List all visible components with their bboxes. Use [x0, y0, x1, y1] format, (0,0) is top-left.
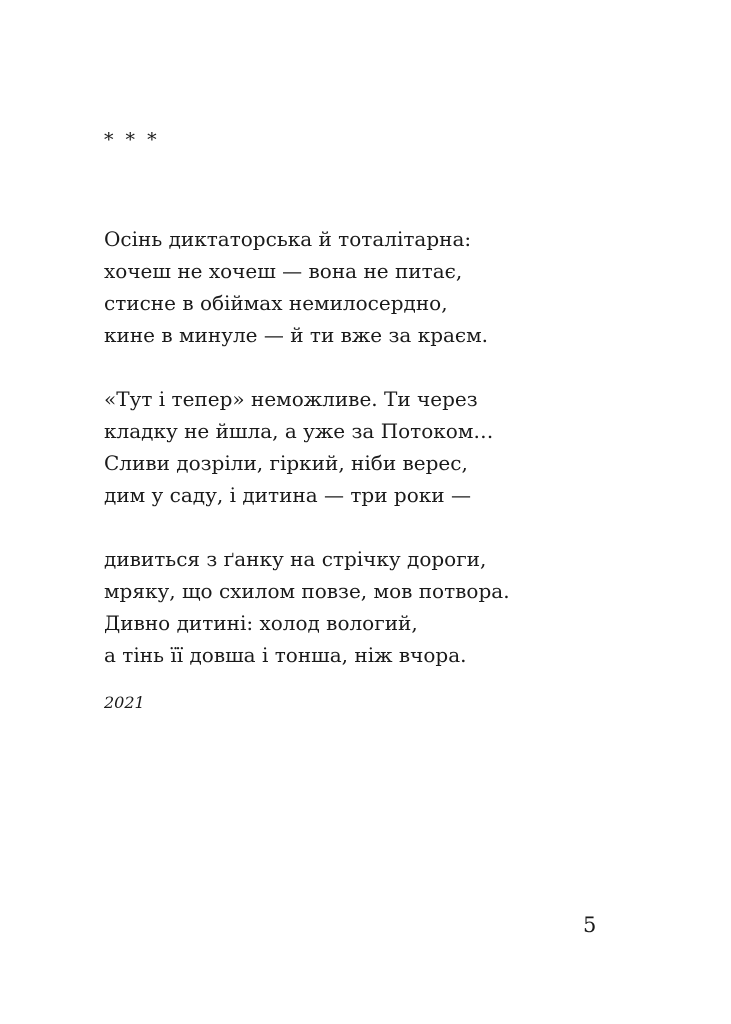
poem-line: хочеш не хочеш — вона не питає, — [104, 259, 463, 283]
poem-year: 2021 — [104, 693, 145, 712]
poem-line: дивиться з ґанку на стрічку дороги, — [104, 547, 487, 571]
poem-line: Дивно дитині: холод вологий, — [104, 611, 418, 635]
stanza-3 — [104, 543, 704, 671]
stanza-1 — [104, 223, 704, 351]
poem-line: мряку, що схилом повзе, мов потвора. — [104, 579, 510, 603]
poem — [104, 223, 704, 703]
poem-line: стисне в обіймах немилосердно, — [104, 291, 448, 315]
poem-line: кине в минуле — й ти вже за краєм. — [104, 323, 489, 347]
stanza-2 — [104, 383, 704, 511]
poem-line: кладку не йшла, а уже за Потоком… — [104, 419, 494, 443]
poem-line: а тінь її довша і тонша, ніж вчора. — [104, 643, 467, 667]
poem-line: «Тут і тепер» неможливе. Ти через — [104, 387, 478, 411]
section-divider-asterisks: * * * — [104, 129, 160, 151]
page-number: 5 — [583, 913, 597, 937]
poem-line: Сливи дозріли, гіркий, ніби верес, — [104, 451, 468, 475]
poem-line: Осінь диктаторська й тоталітарна: — [104, 227, 472, 251]
poem-line: дим у саду, і дитина — три роки — — [104, 483, 471, 507]
